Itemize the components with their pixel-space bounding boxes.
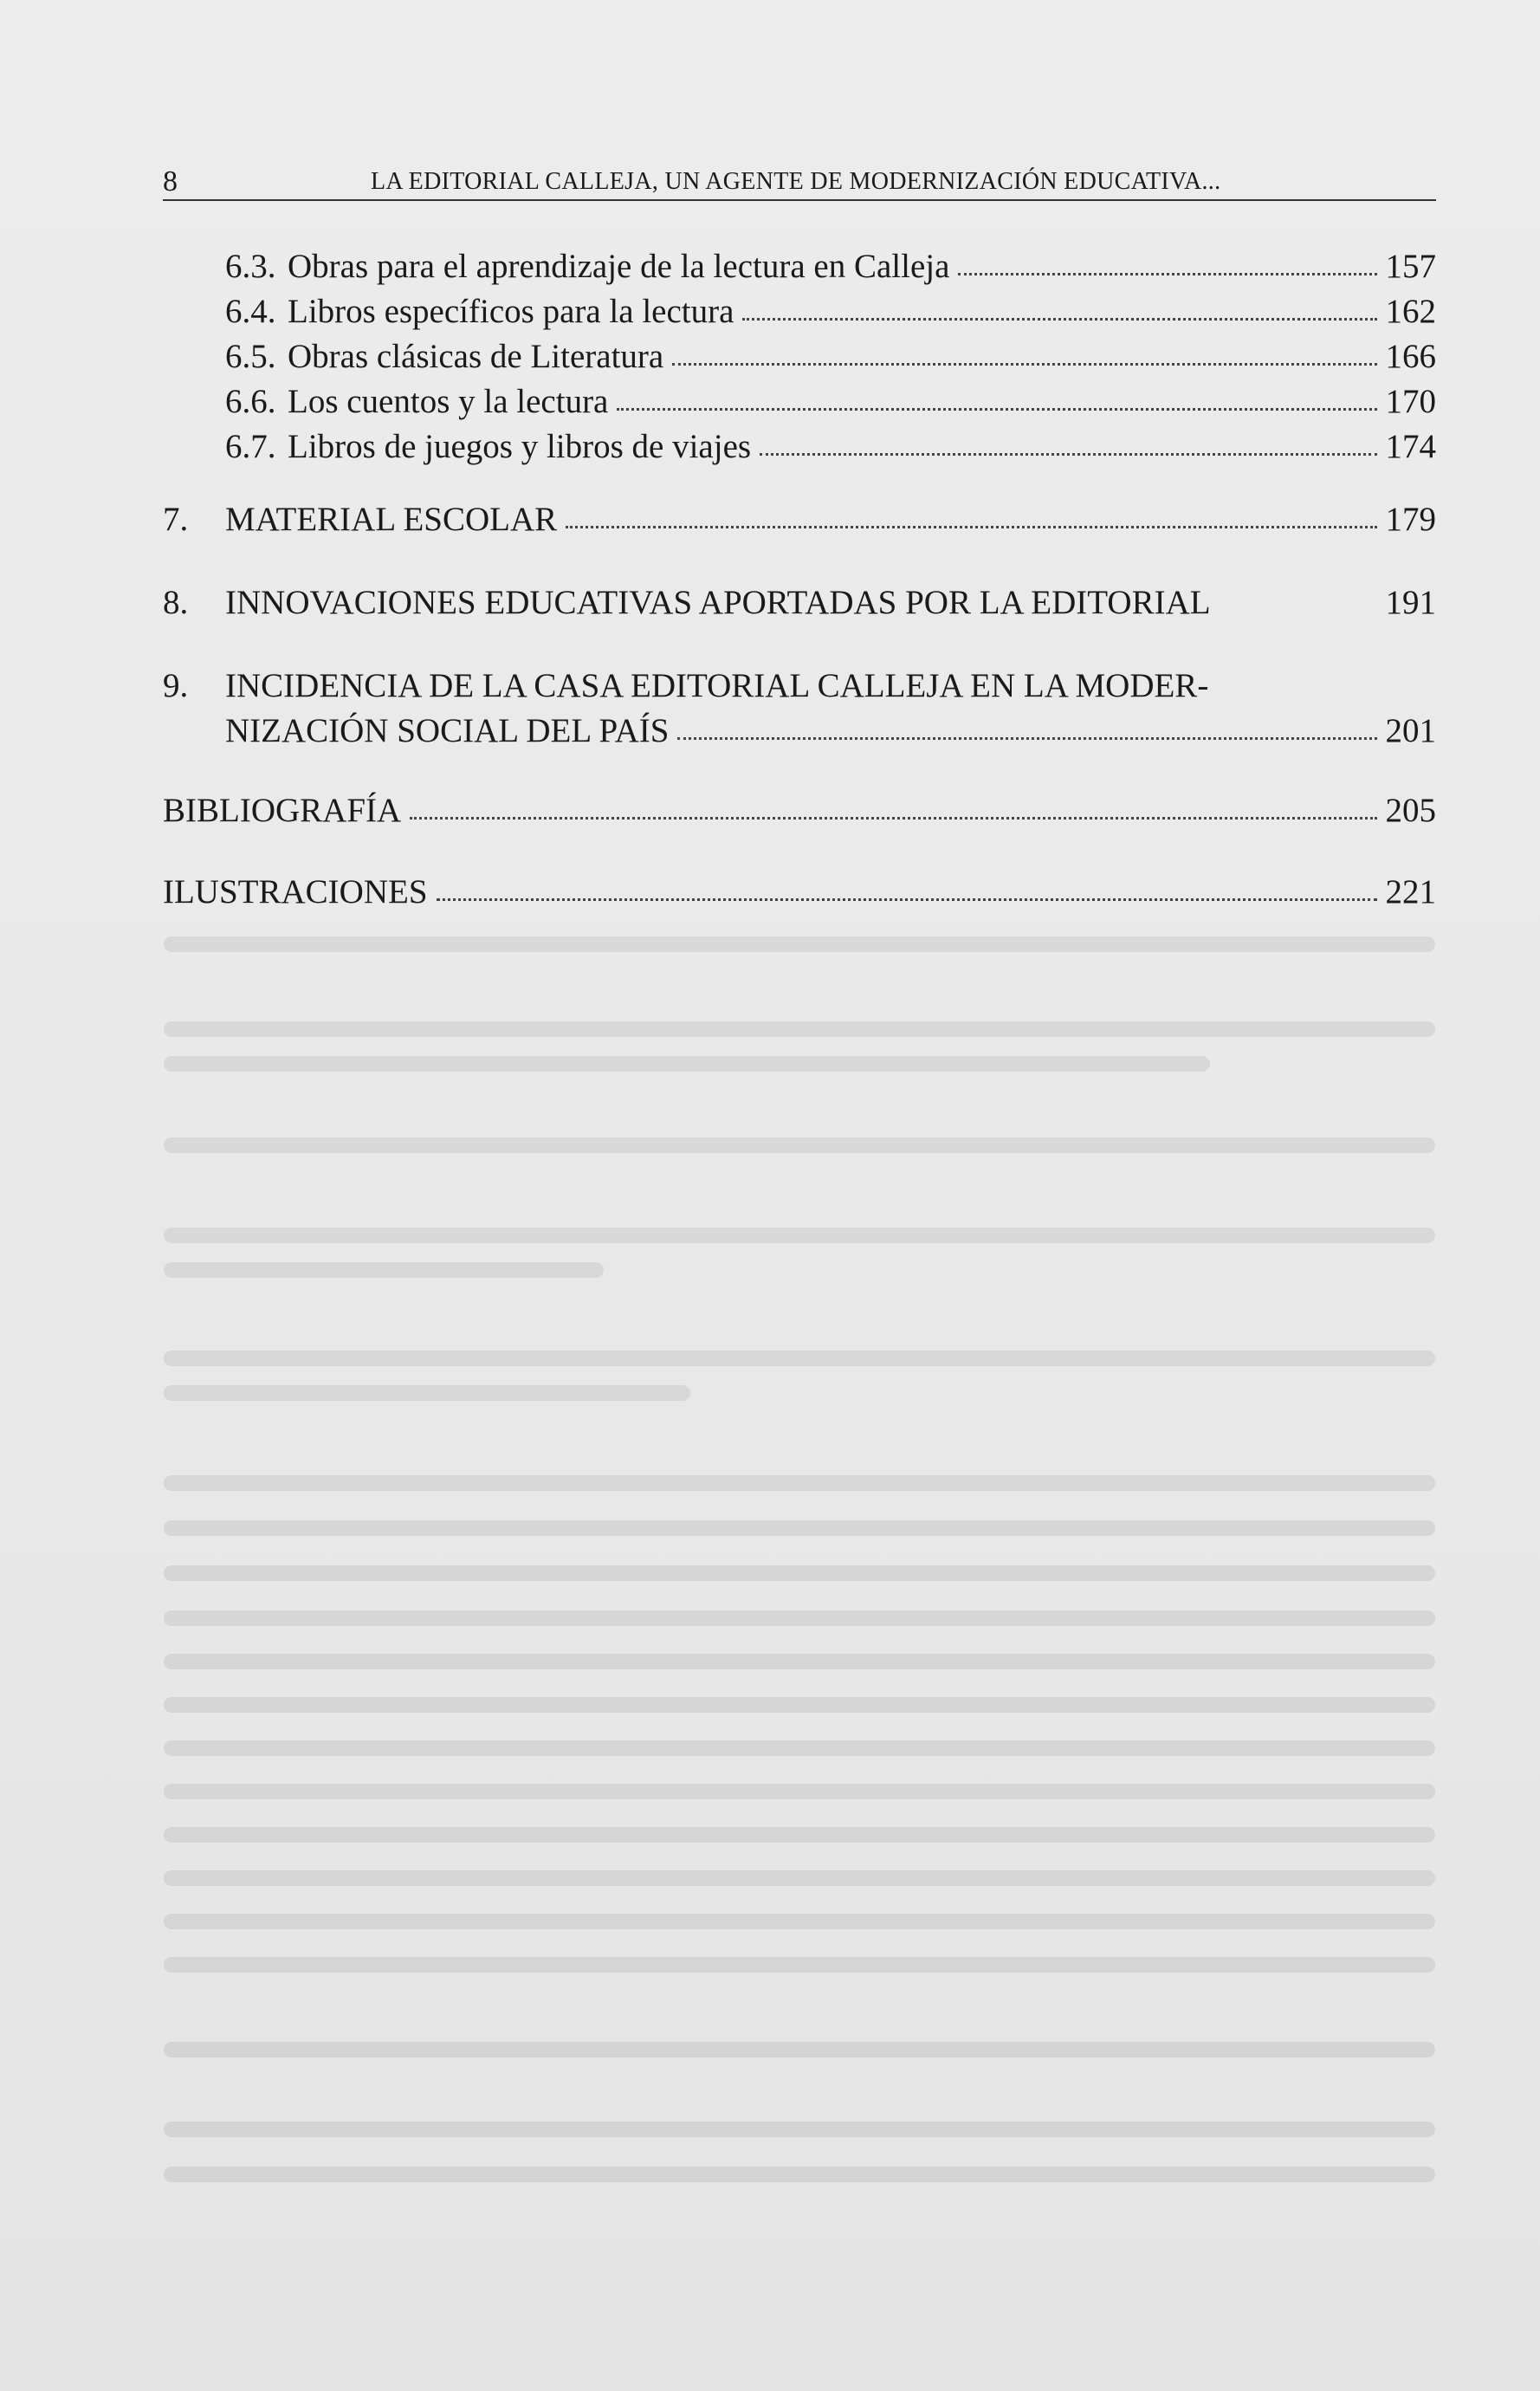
- running-header: [163, 161, 1436, 201]
- entry-page: 201: [1385, 712, 1436, 749]
- toc-entry-6-5[interactable]: [225, 334, 1436, 379]
- leader-dots: [410, 813, 1376, 820]
- entry-page: 174: [1385, 428, 1436, 465]
- entry-page: 170: [1385, 383, 1436, 420]
- entry-number: 6.6.: [225, 383, 276, 420]
- leader-dots: [617, 405, 1376, 411]
- toc-entry-ilustraciones[interactable]: [163, 870, 1436, 915]
- entry-label: Libros de juegos y libros de viajes: [288, 428, 752, 465]
- entry-label: Obras para el aprendizaje de la lectura en Calleja: [288, 248, 950, 285]
- toc-entry-chapter-9[interactable]: [163, 664, 1436, 754]
- toc-entry-6-6[interactable]: [225, 379, 1436, 424]
- entry-page: 157: [1385, 248, 1436, 285]
- entry-label: Libros específicos para la lectura: [288, 293, 734, 330]
- entry-page: 221: [1385, 873, 1436, 910]
- entry-number: 6.7.: [225, 428, 276, 465]
- leader-dots: [566, 522, 1376, 528]
- entry-number: 6.4.: [225, 293, 276, 330]
- toc-entry-chapter-7[interactable]: [163, 497, 1436, 542]
- entry-page: 162: [1385, 293, 1436, 330]
- entry-number: 6.3.: [225, 248, 276, 285]
- leader-dots: [958, 269, 1376, 275]
- entry-label: INNOVACIONES EDUCATIVAS APORTADAS POR LA EDITORIAL: [225, 584, 1211, 621]
- entry-page: 179: [1385, 501, 1436, 538]
- entry-page: 166: [1385, 338, 1436, 375]
- entry-page: 191: [1385, 584, 1436, 621]
- toc-entry-6-3[interactable]: [225, 244, 1436, 289]
- page-number: 8: [163, 165, 178, 198]
- entry-label: BIBLIOGRAFÍA: [163, 792, 402, 829]
- entry-page: 205: [1385, 792, 1436, 829]
- entry-label: MATERIAL ESCOLAR: [225, 501, 558, 538]
- entry-number: 6.5.: [225, 338, 276, 375]
- toc-entry-6-4[interactable]: [225, 289, 1436, 334]
- leader-dots: [742, 314, 1376, 321]
- toc-entry-chapter-8[interactable]: [163, 580, 1436, 625]
- entry-label: Los cuentos y la lectura: [288, 383, 609, 420]
- toc-entry-6-7[interactable]: [225, 424, 1436, 470]
- entry-number: 7.: [163, 501, 189, 538]
- toc-entry-bibliografia[interactable]: [163, 788, 1436, 833]
- entry-number: 9.: [163, 667, 189, 704]
- leader-dots: [437, 895, 1377, 901]
- entry-number: 8.: [163, 584, 189, 621]
- leader-dots: [677, 734, 1376, 740]
- entry-label-line1: INCIDENCIA DE LA CASA EDITORIAL CALLEJA EN LA MODER-: [225, 667, 1209, 704]
- leader-dots: [760, 450, 1376, 456]
- entry-label: Obras clásicas de Literatura: [288, 338, 664, 375]
- leader-dots: [672, 360, 1376, 366]
- running-title: LA EDITORIAL CALLEJA, UN AGENTE DE MODERNIZACIÓN EDUCATIVA...: [371, 168, 1221, 195]
- bleed-through-marks: [163, 918, 1436, 2200]
- entry-label-line2: NIZACIÓN SOCIAL DEL PAÍS: [225, 712, 670, 749]
- entry-label: ILUSTRACIONES: [163, 873, 428, 910]
